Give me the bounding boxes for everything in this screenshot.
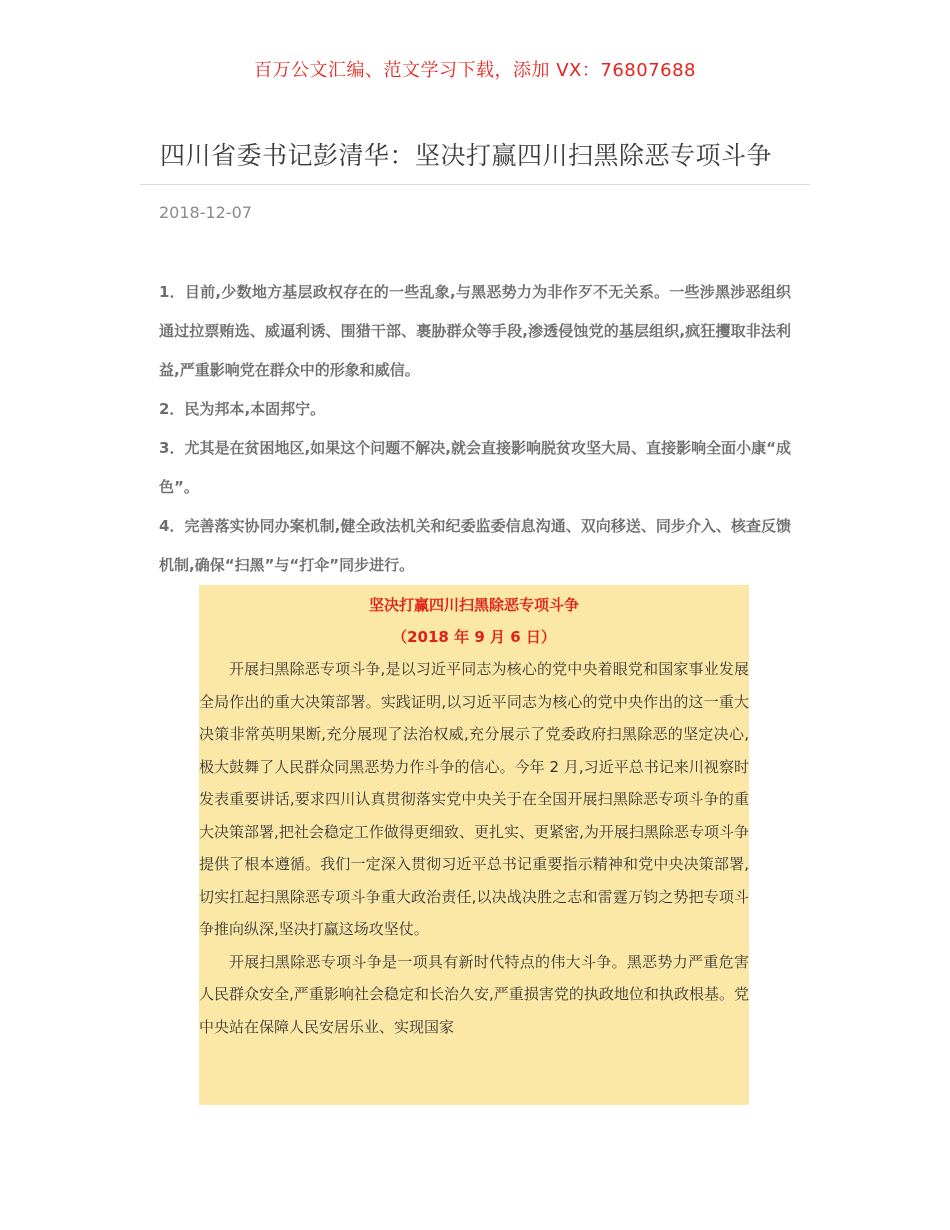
title-divider [140, 184, 810, 185]
key-point-1: 1．目前,少数地方基层政权存在的一些乱象,与黑恶势力为非作歹不无关系。一些涉黑涉恶组织通过拉票贿选、威逼利诱、围猎干部、裹胁群众等手段,渗透侵蚀党的基层组织,疯狂攫取非法利益,严重影响党在群众中的形象和威信。 [159, 283, 791, 379]
promo-banner: 百万公文汇编、范文学习下载，添加 VX：76807688 [254, 60, 696, 81]
highlighted-excerpt [199, 585, 749, 1105]
excerpt-title: 坚决打赢四川扫黑除恶专项斗争 [368, 596, 579, 614]
key-point-4: 4．完善落实协同办案机制,健全政法机关和纪委监委信息沟通、双向移送、同步介入、核查反馈机制,确保“扫黑”与“打伞”同步进行。 [159, 517, 791, 574]
excerpt-body [199, 653, 749, 1043]
excerpt-date: （2018 年 9 月 6 日） [392, 628, 556, 646]
article-date: 2018-12-07 [159, 203, 252, 222]
article-title: 四川省委书记彭清华：坚决打赢四川扫黑除恶专项斗争 [160, 141, 773, 170]
key-points [159, 273, 791, 585]
excerpt-paragraph-2: 开展扫黑除恶专项斗争是一项具有新时代特点的伟大斗争。黑恶势力严重危害人民群众安全,严重影响社会稳定和长治久安,严重损害党的执政地位和执政根基。党中央站在保障人民安居乐业、实现国家 [199, 952, 749, 1036]
excerpt-paragraph-1: 开展扫黑除恶专项斗争,是以习近平同志为核心的党中央着眼党和国家事业发展全局作出的重大决策部署。实践证明,以习近平同志为核心的党中央作出的这一重大决策非常英明果断,充分展现了法治权威,充分展示了党委政府扫黑除恶的坚定决心,极大鼓舞了人民群众同黑恶势力作斗争的信心。今年 2 月,习近平总书记来川视察时发表重要讲话,要求四川认真贯彻落实党中央关于在全国开展扫黑除恶专项斗争的重大决策部署,把社会稳定工作做得更细致、更扎实、更紧密,为开展扫黑除恶专项斗争提供了根本遵循。我们一定深入贯彻习近平总书记重要指示精神和党中央决策部署,切实扛起扫黑除恶专项斗争重大政治责任,以决战决胜之志和雷霆万钧之势把专项斗争推向纵深,坚决打赢这场攻坚仗。 [199, 660, 749, 938]
key-point-2: 2．民为邦本,本固邦宁。 [159, 400, 326, 418]
key-point-3: 3．尤其是在贫困地区,如果这个问题不解决,就会直接影响脱贫攻坚大局、直接影响全面小康“成色”。 [159, 439, 791, 496]
